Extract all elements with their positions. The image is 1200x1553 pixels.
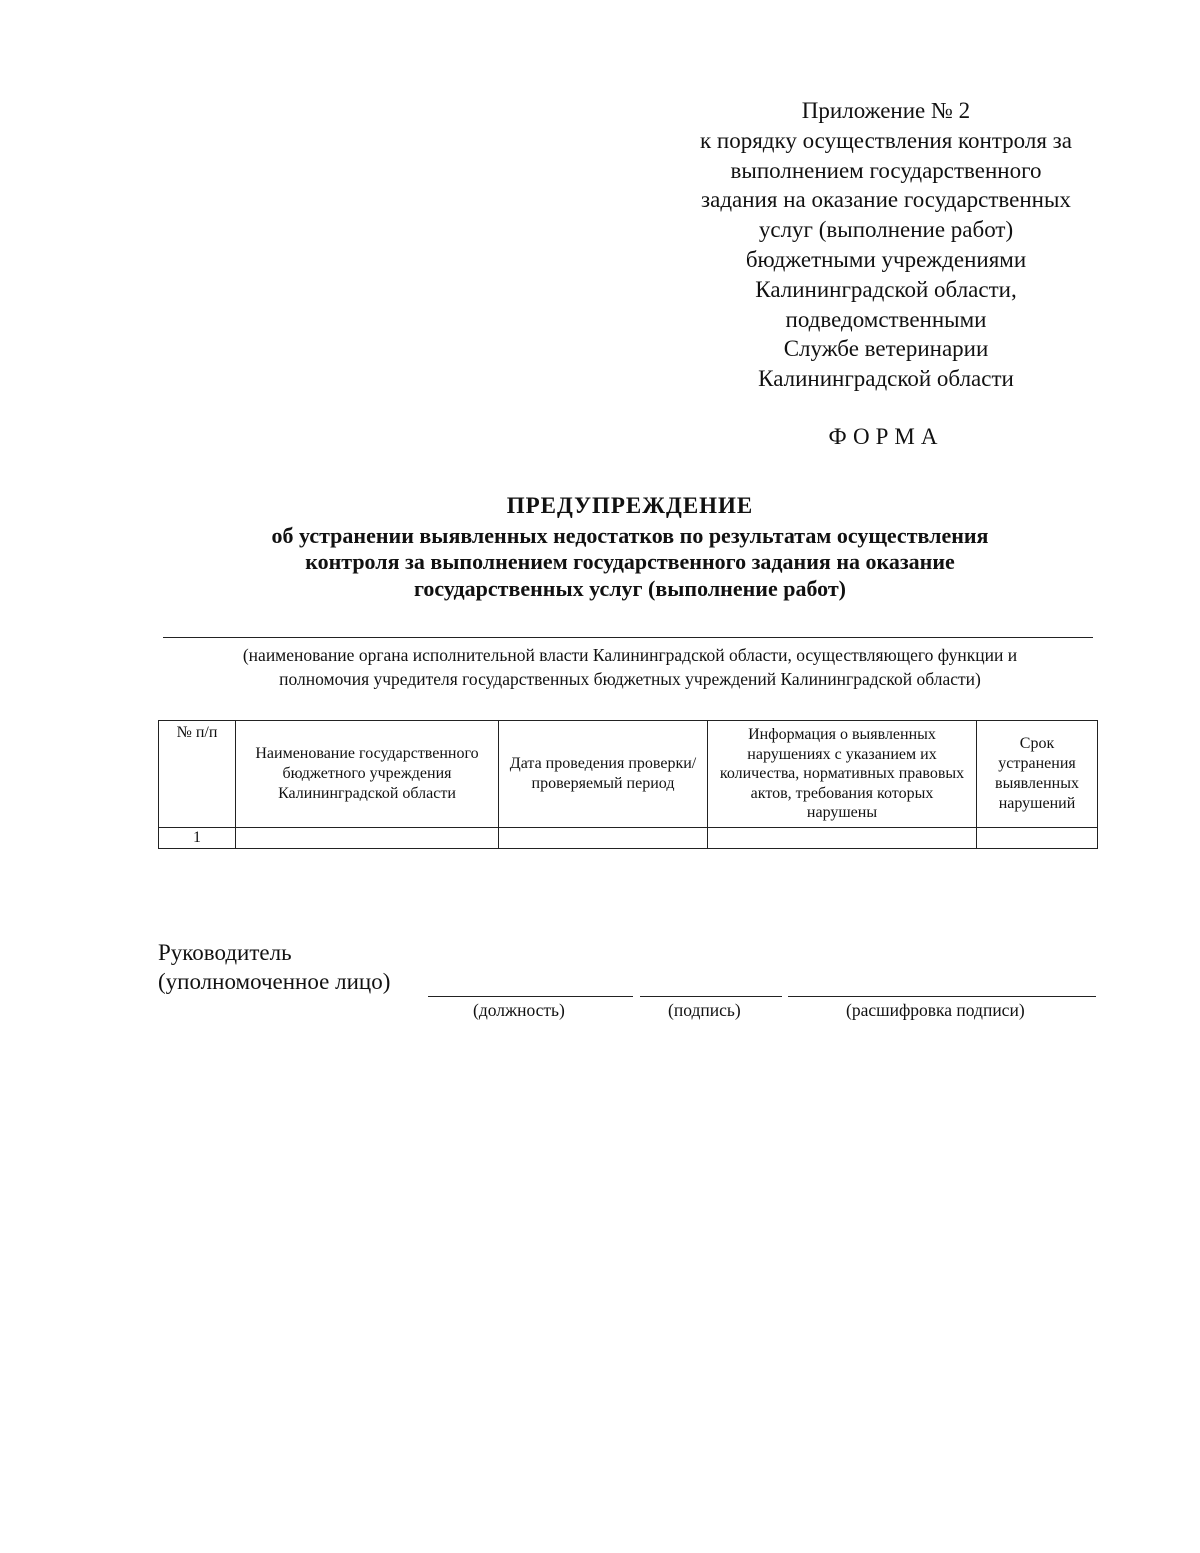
- table-row: [159, 828, 1098, 849]
- appendix-line: к порядку осуществления контроля за: [700, 127, 1072, 153]
- appendix-line: Калининградской области: [758, 366, 1014, 392]
- cell-institution-name[interactable]: [236, 828, 499, 849]
- appendix-line: Приложение № 2: [801, 98, 971, 123]
- appendix-line: задания на оказание государственных: [701, 187, 1071, 213]
- position-field-line[interactable]: [428, 996, 633, 997]
- signature-field-line[interactable]: [640, 996, 782, 997]
- position-caption: (должность): [473, 1000, 565, 1020]
- header-elimination-term: Срок устранения выявленных нарушений: [977, 721, 1098, 828]
- document-subtitle-line: об устранении выявленных недостатков по результатам осуществления: [271, 522, 989, 548]
- header-violations-info: Информация о выявленных нарушениях с указанием их количества, нормативных правовых актов, требования которых нарушены: [708, 721, 977, 828]
- table-header-row: [159, 721, 1098, 828]
- appendix-line: Калининградской области,: [755, 276, 1017, 302]
- decoding-caption: (расшифровка подписи): [846, 1000, 1025, 1020]
- signatory-block: [158, 938, 390, 996]
- cell-elimination-term[interactable]: [977, 828, 1098, 849]
- cell-inspection-date[interactable]: [499, 828, 708, 849]
- appendix-line: услуг (выполнение работ): [758, 217, 1014, 243]
- appendix-line: выполнением государственного: [730, 157, 1042, 183]
- org-caption-line: полномочия учредителя государственных бюджетных учреждений Калининградской области): [279, 669, 981, 689]
- signatory-title: Руководитель: [158, 940, 292, 965]
- appendix-block: [672, 96, 1100, 394]
- header-inspection-date: Дата проведения проверки/проверяемый период: [499, 721, 708, 828]
- signatory-subtitle: (уполномоченное лицо): [158, 969, 391, 994]
- document-subtitle-line: государственных услуг (выполнение работ): [413, 575, 847, 601]
- document-subtitle-line: контроля за выполнением государственного задания на оказание: [305, 549, 955, 574]
- org-caption-line: (наименование органа исполнительной власти Калининградской области, осуществляющего функции и: [242, 645, 1018, 665]
- cell-number: 1: [159, 828, 236, 849]
- org-name-caption: [150, 643, 1110, 691]
- decoding-field-line[interactable]: [788, 996, 1096, 997]
- appendix-line: Службе ветеринарии: [783, 336, 989, 362]
- appendix-line: бюджетными учреждениями: [745, 246, 1027, 272]
- org-name-field-line[interactable]: [163, 637, 1093, 638]
- cell-violations-info[interactable]: [708, 828, 977, 849]
- violations-table: [158, 720, 1098, 849]
- document-title: ПРЕДУПРЕЖДЕНИЕ: [506, 493, 754, 518]
- signature-caption: (подпись): [668, 1000, 741, 1020]
- form-label: ФОРМА: [828, 424, 944, 449]
- header-number: № п/п: [159, 721, 236, 828]
- appendix-line: подведомственными: [785, 306, 987, 332]
- document-heading: [150, 493, 1110, 602]
- header-institution-name: Наименование государственного бюджетного учреждения Калининградской области: [236, 721, 499, 828]
